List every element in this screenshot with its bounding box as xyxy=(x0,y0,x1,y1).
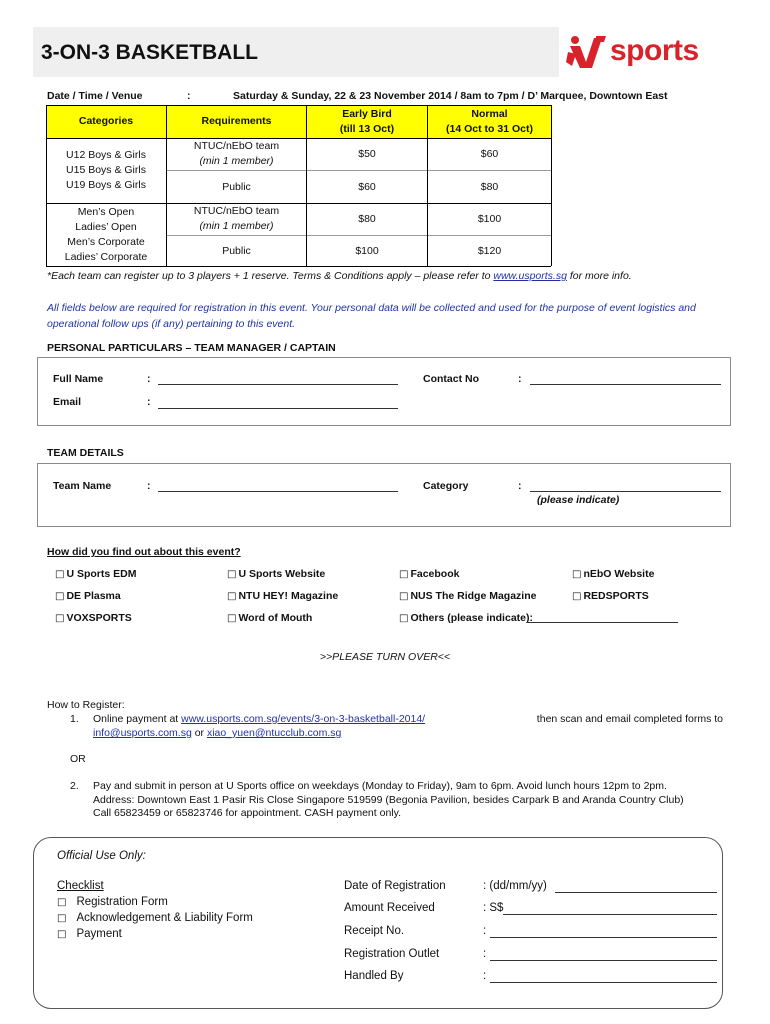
step-2-line: Pay and submit in person at U Sports office on weekdays (Monday to Friday), 9am to 6pm. Avoid lunch hours 12pm to 2pm. xyxy=(93,780,667,792)
group1-row1-normal xyxy=(428,138,551,170)
official-field-label: Amount Received xyxy=(344,902,435,914)
table-border xyxy=(306,105,307,266)
source-option[interactable] xyxy=(227,590,338,602)
requirement-sub: (min 1 member) xyxy=(199,220,274,232)
price-text: $50 xyxy=(358,147,376,160)
header-categories-text: Categories xyxy=(78,115,134,127)
group1-categories xyxy=(46,138,166,203)
requirement-sub: (min 1 member) xyxy=(199,155,274,167)
table-border xyxy=(551,105,552,266)
checkbox-icon[interactable]: □ xyxy=(399,591,409,602)
checkbox-icon[interactable]: □ xyxy=(227,591,237,602)
category-hint: (please indicate) xyxy=(537,494,620,506)
source-option-label: NTU HEY! Magazine xyxy=(238,590,339,602)
date-of-registration-field[interactable] xyxy=(555,892,717,893)
source-option[interactable] xyxy=(55,612,132,624)
requirement-text: NTUC/nEbO team xyxy=(193,205,280,217)
step-1-before: Online payment at xyxy=(93,713,182,725)
checklist-item xyxy=(57,928,122,940)
contact-label: Contact No xyxy=(423,373,479,385)
price-text: $80 xyxy=(358,212,376,225)
email-field[interactable] xyxy=(158,408,398,409)
team-heading: TEAM DETAILS xyxy=(47,447,124,459)
page-title: 3-ON-3 BASKETBALL xyxy=(41,41,259,64)
team-name-field[interactable] xyxy=(158,491,398,492)
handled-by-field[interactable] xyxy=(490,982,717,983)
price-text: $120 xyxy=(477,244,502,257)
note-text-end: for more info. xyxy=(566,270,632,282)
category-colon: : xyxy=(518,480,522,492)
team-name-colon: : xyxy=(147,480,151,492)
checkbox-icon[interactable]: □ xyxy=(57,929,67,940)
source-option[interactable] xyxy=(227,568,325,580)
category-field[interactable] xyxy=(530,491,721,492)
checklist-item-label: Acknowledgement & Liability Form xyxy=(76,912,253,924)
requirement-text: NTUC/nEbO team xyxy=(193,140,280,152)
category-text: U12 Boys & Girls xyxy=(66,149,146,161)
official-field-label: Date of Registration xyxy=(344,880,446,892)
official-field-label: Handled By xyxy=(344,970,404,982)
table-border xyxy=(166,105,167,266)
table-border xyxy=(46,105,551,106)
checklist-item xyxy=(57,912,253,924)
contact-field[interactable] xyxy=(530,384,721,385)
official-field-label: Registration Outlet xyxy=(344,948,440,960)
team-name-label: Team Name xyxy=(53,480,112,492)
checklist-item-label: Payment xyxy=(76,928,122,940)
event-info-value: Saturday & Sunday, 22 & 23 November 2014 / 8am to 7pm / D’ Marquee, Downtown East xyxy=(233,90,668,102)
checklist-heading: Checklist xyxy=(57,880,104,892)
header-categories xyxy=(46,105,166,138)
price-text: $100 xyxy=(355,244,379,257)
table-border xyxy=(427,105,428,266)
price-text: $80 xyxy=(480,180,499,193)
personal-box xyxy=(37,357,731,426)
full-name-field[interactable] xyxy=(158,384,398,385)
group2-categories xyxy=(46,203,166,266)
header-normal xyxy=(428,105,551,138)
full-name-colon: : xyxy=(147,373,151,385)
requirement-text: Public xyxy=(222,180,251,193)
price-text: $60 xyxy=(480,147,499,160)
info-email-link[interactable]: info@usports.com.sg xyxy=(93,727,192,739)
source-option-label: REDSPORTS xyxy=(583,590,649,602)
group2-row1-normal xyxy=(428,203,551,235)
privacy-note: All fields below are required for registration in this event. Your personal data will be collected and used for the purpose of event logistics and operational follow ups (if any) pertaining to this event. xyxy=(47,302,696,330)
checkbox-icon[interactable]: □ xyxy=(572,569,582,580)
step-2-line: Call 65823459 or 65823746 for appointment. CASH payment only. xyxy=(93,807,402,819)
header-early-bird-text: Early Bird xyxy=(342,107,392,120)
step-1-line2 xyxy=(93,727,341,739)
category-text: U19 Boys & Girls xyxy=(66,179,146,191)
checkbox-icon[interactable]: □ xyxy=(227,613,237,624)
event-info-colon: : xyxy=(187,90,191,102)
source-option-label: VOXSPORTS xyxy=(66,612,132,624)
step-1-text xyxy=(93,713,425,725)
source-option[interactable] xyxy=(55,568,136,580)
group2-row1-early xyxy=(307,203,427,235)
source-option[interactable] xyxy=(572,568,654,580)
checkbox-icon[interactable]: □ xyxy=(55,569,65,580)
table-border xyxy=(46,266,551,267)
group2-row2-requirement xyxy=(167,236,306,266)
step-1-after: then scan and email completed forms to xyxy=(533,713,723,725)
header-early-bird-sub: (till 13 Oct) xyxy=(339,122,395,135)
checklist-item-label: Registration Form xyxy=(76,896,168,908)
group1-row2-early xyxy=(307,171,427,203)
source-option[interactable] xyxy=(227,612,312,624)
official-field-prefix: : xyxy=(483,925,487,937)
group1-row2-requirement xyxy=(167,171,306,203)
table-border xyxy=(46,105,47,266)
category-text: Ladies’ Corporate xyxy=(64,250,148,263)
group2-row1-requirement xyxy=(167,203,306,235)
official-field-prefix: : xyxy=(483,970,487,982)
group1-row2-normal xyxy=(428,171,551,203)
source-question: How did you find out about this event? xyxy=(47,546,241,558)
checkbox-icon[interactable]: □ xyxy=(55,591,65,602)
source-option[interactable] xyxy=(399,568,459,580)
step-2-line: Address: Downtown East 1 Pasir Ris Close Singapore 519599 (Begonia Pavilion, besides Carpark B and Aranda Country Club) xyxy=(93,793,684,806)
price-text: $60 xyxy=(358,180,376,193)
source-option-label: U Sports EDM xyxy=(66,568,137,580)
table-border xyxy=(46,138,551,139)
header-normal-sub: (14 Oct to 31 Oct) xyxy=(446,122,533,135)
personal-heading: PERSONAL PARTICULARS – TEAM MANAGER / CAPTAIN xyxy=(47,342,336,354)
checkbox-icon[interactable]: □ xyxy=(572,591,582,602)
official-title: Official Use Only: xyxy=(57,850,146,862)
category-text: Ladies’ Open xyxy=(75,220,137,233)
requirement-text: Public xyxy=(222,244,251,257)
others-field[interactable] xyxy=(528,622,678,623)
u-sports-logo xyxy=(566,30,734,76)
price-text: $100 xyxy=(477,212,502,225)
category-label: Category xyxy=(423,480,469,492)
table-border xyxy=(46,203,551,204)
source-option-label: Others (please indicate): xyxy=(410,612,533,624)
or-text: or xyxy=(191,727,207,739)
checkbox-icon[interactable]: □ xyxy=(57,897,67,908)
official-field-prefix: : (dd/mm/yy) xyxy=(483,880,547,892)
source-option[interactable] xyxy=(399,612,533,624)
full-name-label: Full Name xyxy=(53,373,104,385)
step-2-text xyxy=(93,780,684,821)
official-field-label: Receipt No. xyxy=(344,925,405,937)
source-option-label: U Sports Website xyxy=(238,568,326,580)
email-label: Email xyxy=(53,396,82,408)
or-separator: OR xyxy=(70,753,86,765)
how-to-heading: How to Register: xyxy=(47,699,125,711)
header-requirements xyxy=(167,105,306,138)
official-field-prefix: : S$ xyxy=(483,902,504,914)
checkbox-icon[interactable]: □ xyxy=(399,613,409,624)
group2-row2-normal xyxy=(428,236,551,266)
checkbox-icon[interactable]: □ xyxy=(399,569,409,580)
checkbox-icon[interactable]: □ xyxy=(55,613,65,624)
team-note xyxy=(47,270,632,282)
header-requirements-text: Requirements xyxy=(201,115,272,127)
logo-wordmark: sports xyxy=(610,34,699,67)
source-option-label: Word of Mouth xyxy=(238,612,313,624)
registration-outlet-field[interactable] xyxy=(490,960,717,961)
email-colon: : xyxy=(147,396,151,408)
source-option-label: Facebook xyxy=(410,568,460,580)
checkbox-icon[interactable]: □ xyxy=(57,913,67,924)
team-box xyxy=(37,463,731,527)
source-option-label: NUS The Ridge Magazine xyxy=(410,590,537,602)
note-text: *Each team can register up to 3 players + 1 reserve. Terms & Conditions apply – please refer to xyxy=(47,270,494,282)
title-banner xyxy=(33,27,559,77)
event-link[interactable]: www.usports.com.sg/events/3-on-3-basketball-2014/ xyxy=(181,713,426,725)
source-option-label: DE Plasma xyxy=(66,590,121,602)
category-text: Men’s Open xyxy=(77,205,135,218)
checkbox-icon[interactable]: □ xyxy=(227,569,237,580)
step-1-number: 1. xyxy=(70,713,79,725)
contact-colon: : xyxy=(518,373,522,385)
table-border xyxy=(167,170,551,171)
category-text: U15 Boys & Girls xyxy=(66,164,146,176)
category-text: Men’s Corporate xyxy=(67,235,145,248)
checklist-item xyxy=(57,896,168,908)
receipt-no-field[interactable] xyxy=(490,937,717,938)
group2-row2-early xyxy=(307,236,427,266)
amount-received-field[interactable] xyxy=(503,914,717,915)
event-info-label: Date / Time / Venue xyxy=(47,90,143,102)
source-option[interactable] xyxy=(399,590,536,602)
table-border xyxy=(167,235,551,236)
source-option-label: nEbO Website xyxy=(583,568,655,580)
source-option[interactable] xyxy=(572,590,649,602)
xiao-email-link[interactable]: xiao_yuen@ntucclub.com.sg xyxy=(206,727,342,739)
usports-link[interactable]: www.usports.sg xyxy=(493,270,567,282)
group1-row1-requirement xyxy=(167,138,306,170)
header-normal-text: Normal xyxy=(471,107,508,120)
source-option[interactable] xyxy=(55,590,121,602)
turn-over-note: >>PLEASE TURN OVER<< xyxy=(319,651,451,663)
u-sports-figure-icon xyxy=(566,32,610,74)
step-2-number: 2. xyxy=(70,780,79,792)
step-1-line xyxy=(93,713,723,725)
official-field-prefix: : xyxy=(483,948,487,960)
group1-row1-early xyxy=(307,138,427,170)
header-early-bird xyxy=(307,105,427,138)
